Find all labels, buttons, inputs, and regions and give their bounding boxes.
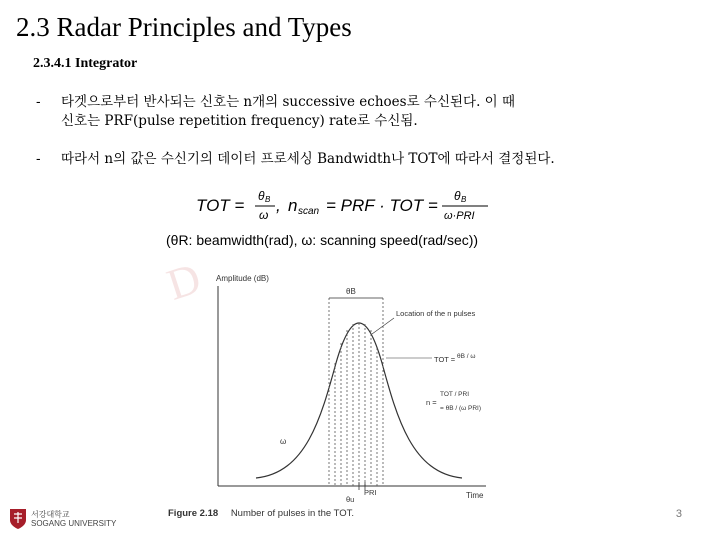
pulses-location-label: Location of the n pulses bbox=[396, 309, 476, 318]
svg-text:n: n bbox=[288, 196, 298, 215]
theta-top-label: θB bbox=[346, 287, 356, 296]
svg-text:= PRF · TOT =: = PRF · TOT = bbox=[326, 196, 438, 215]
svg-text:,: , bbox=[276, 196, 281, 215]
tot-formula bbox=[196, 186, 496, 226]
caption-figure-number: Figure 2.18 bbox=[168, 508, 219, 519]
page-number: 3 bbox=[675, 508, 682, 520]
svg-text:ω·PRI: ω·PRI bbox=[444, 210, 475, 222]
caption-text: Number of pulses in the TOT. bbox=[230, 508, 355, 519]
logo-english-name: SOGANG UNIVERSITY bbox=[31, 519, 117, 528]
slide-title: 2.3 Radar Principles and Types bbox=[16, 12, 352, 42]
bullet-line: 따라서 n의 값은 수신기의 데이터 프로세싱 Bandwidth나 TOT에 따라서 결정된다. bbox=[61, 151, 555, 167]
figure-caption bbox=[168, 508, 354, 519]
svg-text:ω: ω bbox=[259, 208, 269, 222]
bullet-line: 신호는 PRF(pulse repetition frequency) rate로 수신됨. bbox=[61, 113, 418, 129]
svg-text:scan: scan bbox=[298, 206, 320, 217]
x-axis-label: Time bbox=[466, 491, 484, 500]
pulse-lines bbox=[329, 298, 383, 486]
svg-text:TOT =: TOT = bbox=[196, 196, 245, 215]
theta-bottom-label: θu bbox=[346, 495, 355, 504]
pulse-figure bbox=[196, 268, 506, 506]
watermark: D bbox=[161, 253, 207, 310]
n-value-1: TOT / PRI bbox=[440, 391, 470, 398]
bullet-text bbox=[61, 93, 661, 131]
bullet-line: 타겟으로부터 반사되는 신호는 n개의 successive echoes로 수신된다. 이 때 bbox=[61, 94, 516, 110]
bullet-marker: - bbox=[36, 94, 41, 110]
shield-icon bbox=[9, 508, 27, 530]
svg-text:θ: θ bbox=[258, 189, 265, 203]
pri-label: PRI bbox=[364, 488, 377, 497]
tot-value: θB / ω bbox=[457, 353, 476, 360]
university-logo bbox=[9, 508, 116, 530]
logo-korean-name: 서강대학교 bbox=[31, 510, 70, 519]
svg-text:B: B bbox=[265, 195, 271, 204]
section-subtitle: 2.3.4.1 Integrator bbox=[33, 56, 138, 71]
n-value-2: = θB / (ω PRI) bbox=[440, 405, 482, 412]
svg-text:θ: θ bbox=[454, 189, 461, 203]
tot-label: TOT = bbox=[434, 355, 456, 364]
bullet-text bbox=[61, 150, 661, 169]
bullet-marker: - bbox=[36, 151, 41, 167]
formula-legend: (θR: beamwidth(rad), ω: scanning speed(rad/sec)) bbox=[166, 232, 479, 248]
svg-text:B: B bbox=[461, 195, 467, 204]
y-axis-label: Amplitude (dB) bbox=[216, 274, 269, 283]
omega-label: ω bbox=[280, 437, 287, 446]
n-label: n = bbox=[426, 398, 437, 407]
